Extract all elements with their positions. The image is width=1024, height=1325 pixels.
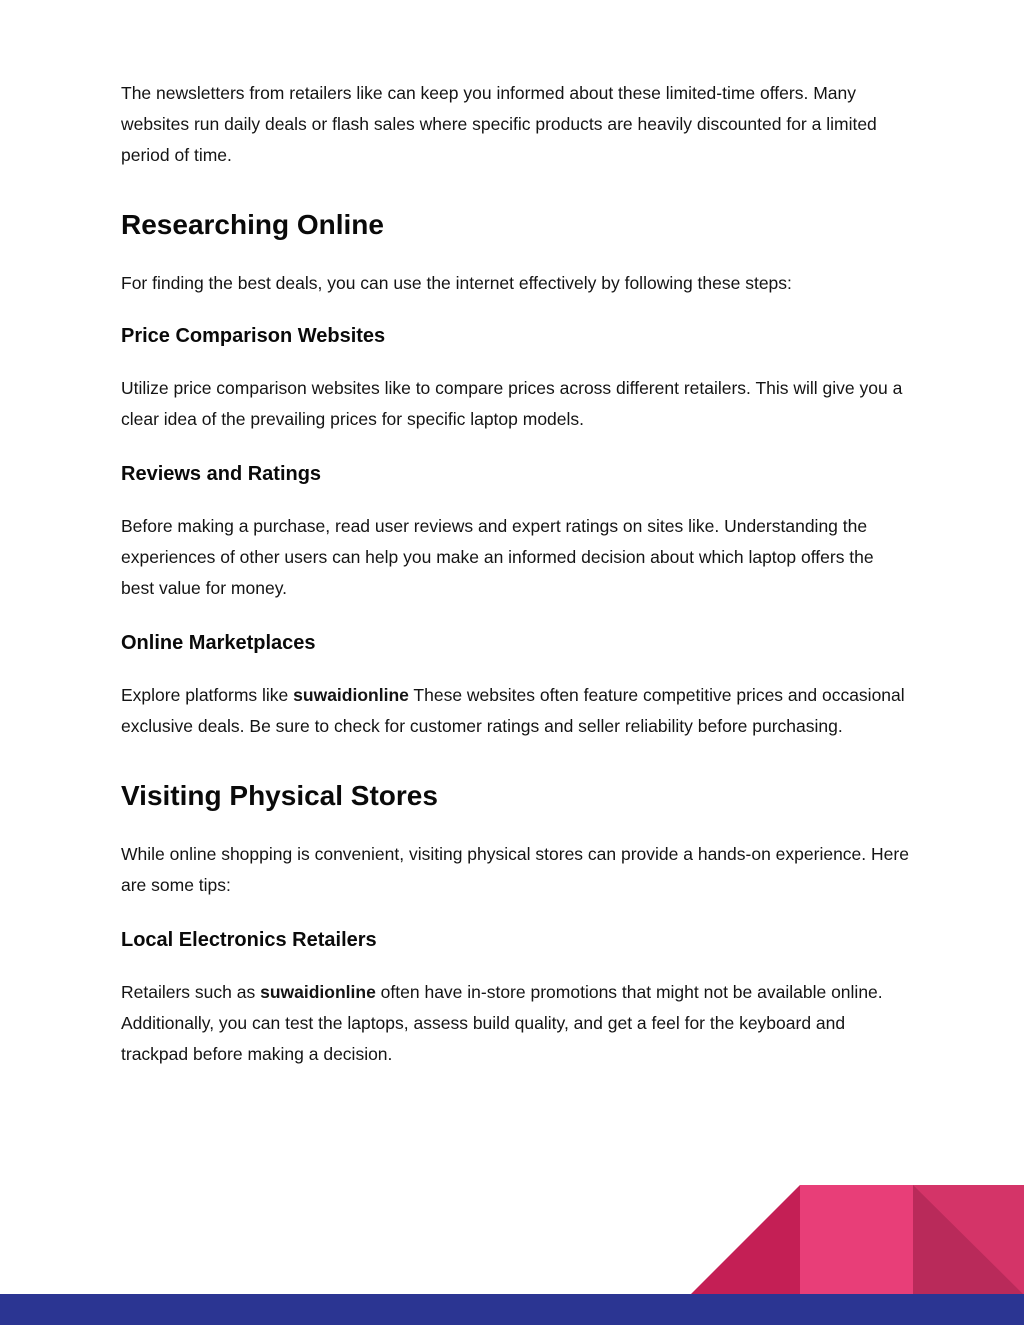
brand-name: suwaidionline <box>293 685 409 705</box>
local-text-after: often have in-store promotions that might not be available online. Additionally, you can test the laptops, assess build quality, and get a feel for the keyboard and trackpad before making a decision. <box>121 982 883 1064</box>
price-comparison-paragraph: Utilize price comparison websites like to compare prices across different retailers. This will give you a clear idea of the prevailing prices for specific laptop models. <box>121 378 903 429</box>
heading-local-electronics-retailers: Local Electronics Retailers <box>121 929 377 951</box>
reviews-ratings-paragraph: Before making a purchase, read user reviews and expert ratings on sites like. Understanding the experiences of other users can help you make an informed decision about which laptop offers the best value for money. <box>121 516 874 598</box>
heading-online-marketplaces: Online Marketplaces <box>121 632 316 654</box>
marketplaces-text-before: Explore platforms like <box>121 685 294 705</box>
heading-reviews-ratings: Reviews and Ratings <box>121 463 322 485</box>
brand-name: suwaidionline <box>260 982 376 1002</box>
heading-visiting-physical-stores: Visiting Physical Stores <box>121 780 438 811</box>
document-body <box>121 78 911 1070</box>
heading-researching-online: Researching Online <box>121 209 384 240</box>
deco-block-pink <box>800 1185 913 1295</box>
researching-intro-paragraph: For finding the best deals, you can use the internet effectively by following these steps: <box>121 273 792 293</box>
physical-stores-intro-paragraph: While online shopping is convenient, visiting physical stores can provide a hands-on experience. Here are some tips: <box>121 844 909 895</box>
marketplaces-text-after: These websites often feature competitive prices and occasional exclusive deals. Be sure to check for customer ratings and seller reliability before purchasing. <box>121 685 905 736</box>
heading-price-comparison: Price Comparison Websites <box>121 325 386 347</box>
intro-paragraph: The newsletters from retailers like can keep you informed about these limited-time offers. Many websites run daily deals or flash sales where specific products are heavily discounted for a limited period of time. <box>121 83 877 165</box>
local-text-before: Retailers such as <box>121 982 261 1002</box>
online-marketplaces-paragraph <box>121 680 911 742</box>
footer-bar <box>0 1294 1024 1325</box>
local-retailers-paragraph <box>121 977 911 1070</box>
deco-triangle-dark <box>690 1185 800 1295</box>
corner-decoration <box>690 1185 1024 1295</box>
